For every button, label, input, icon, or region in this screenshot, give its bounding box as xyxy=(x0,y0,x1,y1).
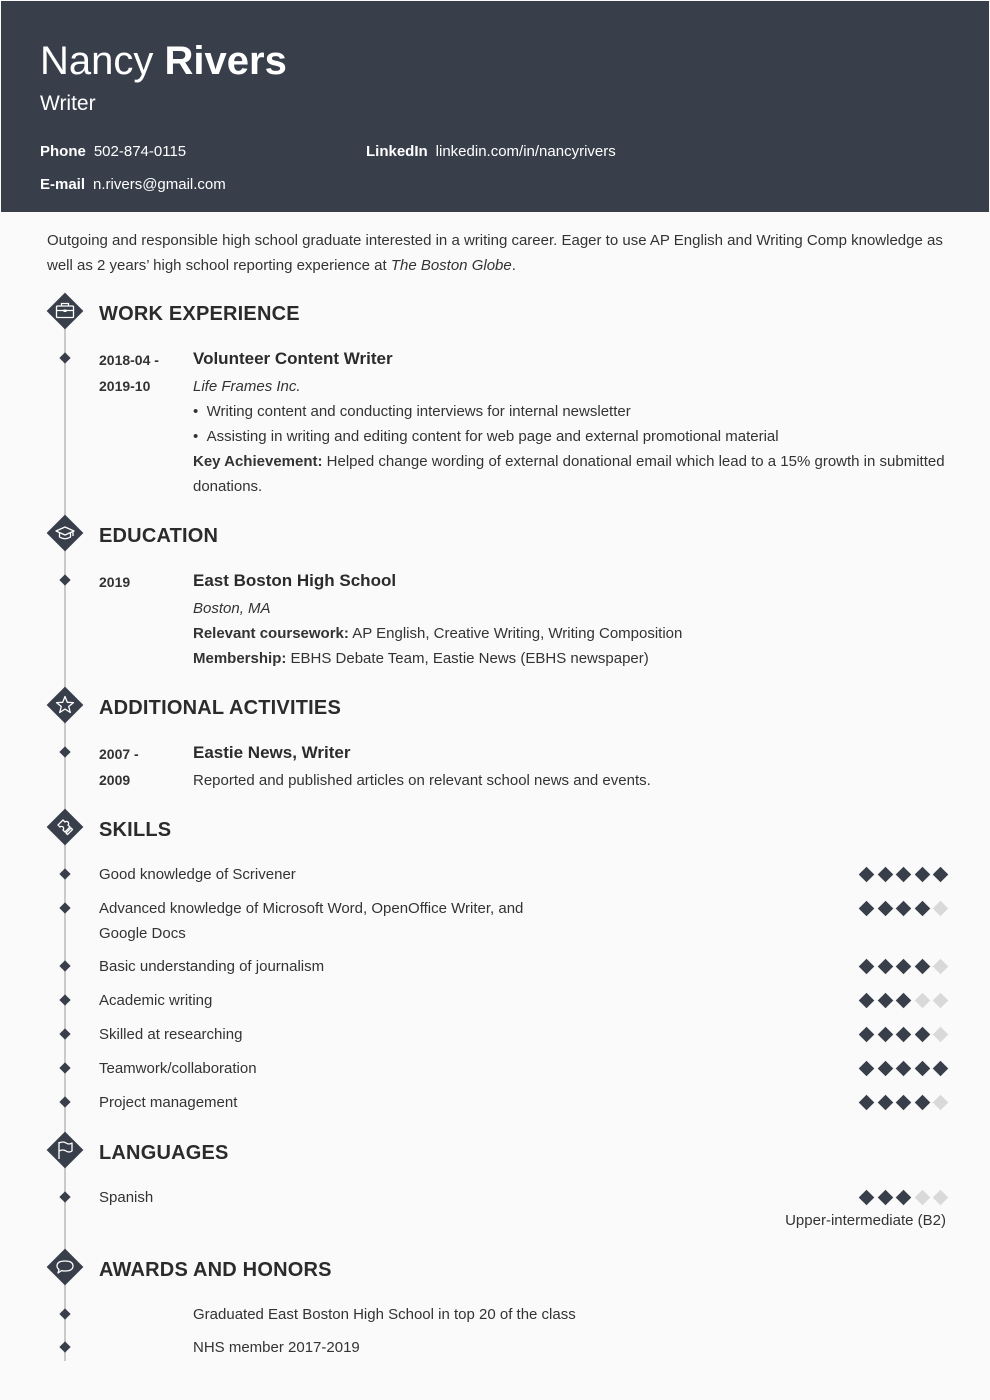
skill-name: Skilled at researching xyxy=(99,1026,243,1043)
skill-rating xyxy=(858,1095,950,1111)
summary-text: Outgoing and responsible high school graduate interested in a writing career. Eager to use AP English and Writing Comp knowledge as well as 2 years’ high school reporting experience at xyxy=(47,232,943,274)
rating-diamond-filled xyxy=(932,1061,950,1077)
rating-diamond-filled xyxy=(895,959,913,975)
flag-icon xyxy=(44,1129,86,1171)
rating-diamond-filled xyxy=(914,959,932,975)
education-coursework xyxy=(193,621,682,646)
contact-phone xyxy=(40,142,186,162)
timeline-dot xyxy=(59,994,71,1006)
work-bullet-text: Assisting in writing and editing content for web page and external promotional material xyxy=(206,428,779,445)
contact-email xyxy=(40,175,226,195)
section-title-languages: LANGUAGES xyxy=(99,1142,229,1164)
timeline-dot xyxy=(59,1341,71,1353)
work-title: Volunteer Content Writer xyxy=(193,349,393,368)
rating-diamond-filled xyxy=(914,901,932,917)
section-title-education: EDUCATION xyxy=(99,525,219,547)
skill-name: Basic understanding of journalism xyxy=(99,958,325,975)
membership-label: Membership: xyxy=(193,650,287,667)
rating-diamond-filled xyxy=(858,993,876,1009)
coursework-label: Relevant coursework: xyxy=(193,625,349,642)
timeline-dot xyxy=(59,1308,71,1320)
language-rating xyxy=(858,1190,950,1206)
phone-value: 502-874-0115 xyxy=(93,143,187,160)
work-date-start: 2018-04 - xyxy=(99,352,159,368)
rating-diamond-filled xyxy=(895,993,913,1009)
rating-diamond-empty xyxy=(932,993,950,1009)
rating-diamond-empty xyxy=(932,1190,950,1206)
rating-diamond-filled xyxy=(877,1061,895,1077)
email-label: E-mail xyxy=(40,176,86,193)
skill-rating xyxy=(858,1027,950,1043)
membership-text: EBHS Debate Team, Eastie News (EBHS newspaper) xyxy=(286,650,649,667)
work-bullet-text: Writing content and conducting interviews for internal newsletter xyxy=(206,403,631,420)
achievement-text: Helped change wording of external donational email which lead to a 15% growth in submitted xyxy=(322,453,945,470)
language-name: Spanish xyxy=(99,1189,154,1206)
rating-diamond-filled xyxy=(858,1027,876,1043)
timeline-dot xyxy=(59,746,71,758)
skill-rating xyxy=(858,959,950,975)
activity-date-end: 2009 xyxy=(99,772,131,788)
award-item: Graduated East Boston High School in top 20 of the class xyxy=(193,1306,576,1323)
section-title-skills: SKILLS xyxy=(99,819,172,841)
section-title-awards: AWARDS AND HONORS xyxy=(99,1259,332,1281)
rating-diamond-filled xyxy=(914,867,932,883)
puzzle-icon xyxy=(44,806,86,848)
award-item: NHS member 2017-2019 xyxy=(193,1339,360,1356)
rating-diamond-filled xyxy=(895,1061,913,1077)
skill-rating xyxy=(858,1061,950,1077)
resume-header xyxy=(1,1,989,212)
timeline-dot xyxy=(59,1191,71,1203)
work-bullet: • Assisting in writing and editing content for web page and external promotional material xyxy=(193,428,779,445)
skill-name: Advanced knowledge of Microsoft Word, OpenOffice Writer, and xyxy=(99,900,524,917)
work-date-end: 2019-10 xyxy=(99,378,151,394)
linkedin-label: LinkedIn xyxy=(366,143,428,160)
timeline-dot xyxy=(59,1062,71,1074)
rating-diamond-filled xyxy=(895,867,913,883)
activity-description: Reported and published articles on relevant school news and events. xyxy=(193,772,651,789)
speech-bubble-icon xyxy=(44,1246,86,1288)
rating-diamond-filled xyxy=(858,959,876,975)
rating-diamond-empty xyxy=(932,901,950,917)
rating-diamond-filled xyxy=(877,1027,895,1043)
skill-name: Teamwork/collaboration xyxy=(99,1060,257,1077)
skill-name: Project management xyxy=(99,1094,238,1111)
rating-diamond-filled xyxy=(858,901,876,917)
timeline-dot xyxy=(59,574,71,586)
section-title-work: WORK EXPERIENCE xyxy=(99,303,300,325)
rating-diamond-empty xyxy=(914,1190,932,1206)
rating-diamond-filled xyxy=(858,1061,876,1077)
rating-diamond-filled xyxy=(914,1095,932,1111)
rating-diamond-filled xyxy=(932,867,950,883)
rating-diamond-filled xyxy=(877,901,895,917)
rating-diamond-filled xyxy=(895,1095,913,1111)
linkedin-value[interactable]: linkedin.com/in/nancyrivers xyxy=(435,143,616,160)
rating-diamond-filled xyxy=(877,1095,895,1111)
coursework-text: AP English, Creative Writing, Writing Composition xyxy=(348,625,683,642)
candidate-name xyxy=(40,37,287,85)
contact-linkedin xyxy=(366,142,616,162)
rating-diamond-empty xyxy=(932,959,950,975)
rating-diamond-filled xyxy=(877,1190,895,1206)
first-name: Nancy xyxy=(40,39,154,83)
work-date xyxy=(99,347,179,399)
summary-italic: The Boston Globe xyxy=(390,257,512,274)
graduation-cap-icon xyxy=(44,512,86,554)
rating-diamond-filled xyxy=(858,1095,876,1111)
section-title-activities: ADDITIONAL ACTIVITIES xyxy=(99,697,341,719)
work-company: Life Frames Inc. xyxy=(193,378,301,395)
skill-name: Academic writing xyxy=(99,992,213,1009)
education-school: East Boston High School xyxy=(193,571,397,590)
timeline-dot xyxy=(59,902,71,914)
rating-diamond-filled xyxy=(877,993,895,1009)
activity-date xyxy=(99,741,179,793)
briefcase-icon xyxy=(44,290,86,332)
rating-diamond-filled xyxy=(858,1190,876,1206)
rating-diamond-filled xyxy=(914,1027,932,1043)
education-date: 2019 xyxy=(99,574,131,590)
rating-diamond-empty xyxy=(914,993,932,1009)
rating-diamond-filled xyxy=(877,867,895,883)
skill-name: Good knowledge of Scrivener xyxy=(99,866,296,883)
skill-rating xyxy=(858,867,950,883)
timeline-dot xyxy=(59,1096,71,1108)
timeline-dot xyxy=(59,1028,71,1040)
skill-rating xyxy=(858,901,950,917)
work-achievement xyxy=(193,449,945,474)
skill-name-cont: Google Docs xyxy=(99,925,186,942)
rating-diamond-filled xyxy=(914,1061,932,1077)
timeline-dot xyxy=(59,868,71,880)
education-location: Boston, MA xyxy=(193,600,271,617)
rating-diamond-empty xyxy=(932,1027,950,1043)
email-value[interactable]: n.rivers@gmail.com xyxy=(93,176,226,193)
candidate-role: Writer xyxy=(40,92,96,115)
rating-diamond-filled xyxy=(877,959,895,975)
timeline-dot xyxy=(59,352,71,364)
rating-diamond-filled xyxy=(895,901,913,917)
activity-title: Eastie News, Writer xyxy=(193,743,351,762)
rating-diamond-filled xyxy=(895,1190,913,1206)
phone-label: Phone xyxy=(40,143,86,160)
last-name: Rivers xyxy=(164,39,287,83)
skill-rating xyxy=(858,993,950,1009)
rating-diamond-filled xyxy=(858,867,876,883)
rating-diamond-empty xyxy=(932,1095,950,1111)
language-level-text: Upper-intermediate (B2) xyxy=(785,1212,946,1229)
activity-date-start: 2007 - xyxy=(99,746,139,762)
summary-paragraph xyxy=(47,228,952,278)
achievement-label: Key Achievement: xyxy=(193,453,323,470)
timeline-dot xyxy=(59,960,71,972)
star-icon xyxy=(44,684,86,726)
education-membership xyxy=(193,646,649,671)
work-bullet: • Writing content and conducting interviews for internal newsletter xyxy=(193,403,631,420)
work-achievement-cont: donations. xyxy=(193,478,263,495)
summary-end: . xyxy=(511,257,516,274)
rating-diamond-filled xyxy=(895,1027,913,1043)
